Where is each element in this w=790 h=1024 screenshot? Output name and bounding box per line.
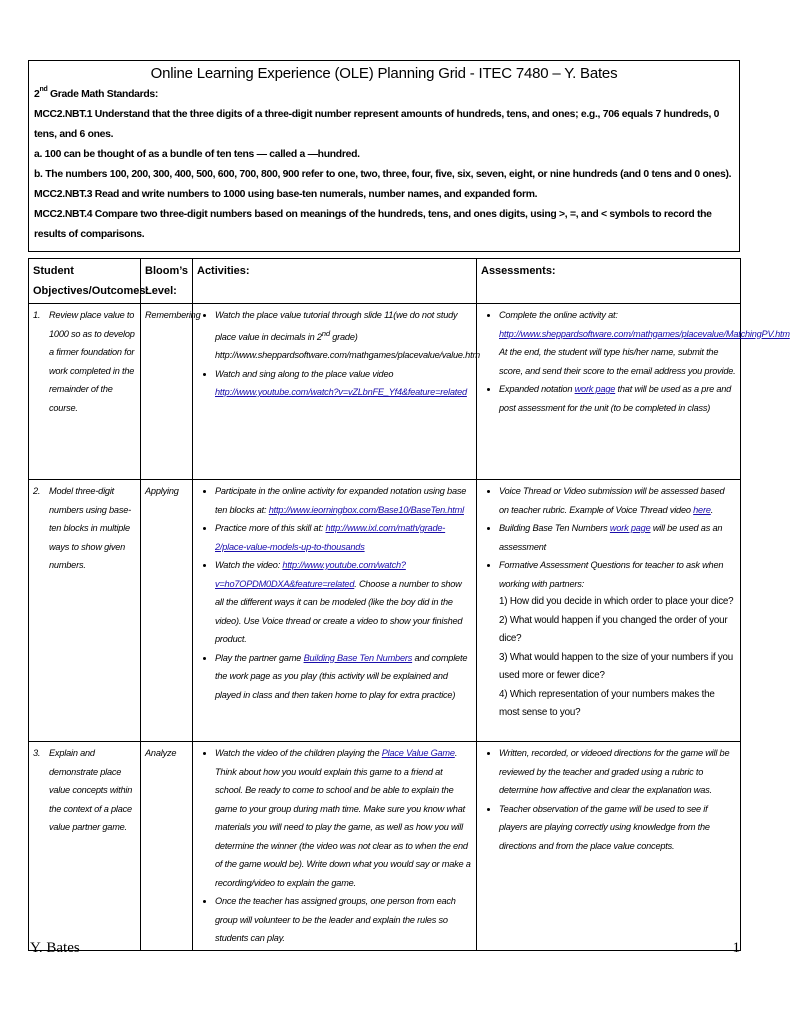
header-objectives: Student Objectives/Outcomes: (29, 259, 141, 304)
standard-line: b. The numbers 100, 200, 300, 400, 500, 600, 700, 800, 900 refer to one, two, three, four, five, six, seven, eight, or nine hundreds (and 0 tens and 0 ones). (34, 169, 732, 180)
page-title: Online Learning Experience (OLE) Planning Grid - ITEC 7480 – Y. Bates (150, 65, 618, 82)
list-item: • Once the teacher has assigned groups, one person from each group will volunteer to be the leader and explain the rules so students can play. (215, 892, 472, 948)
game-link[interactable]: Building Base Ten Numbers (303, 652, 413, 663)
work-page-link[interactable]: work page (609, 523, 651, 533)
table-row (29, 304, 741, 480)
table-row (29, 742, 741, 951)
list-item: • Watch the video of the children playing the Place Value Game. Think about how you would explain this game to a friend at school. Be ready to come to school and be able to explain the game to your group during math time. Make sure you know what materials you will need to play the game, as well as how you will determine the winner (the video was not clear as to when the end of the game would be). Write down what you would say or make a recording/video to explain the game. (215, 744, 472, 892)
list-item: • Complete the online activity at: http://www.sheppardsoftware.com/mathgames/placevalue/MatchingPV.htm At the end, the student will type his/her name, submit the score, and send their score to the email address you provide. (499, 306, 736, 380)
activities-cell (193, 742, 477, 951)
standard-line: a. 100 can be thought of as a bundle of ten tens — called a —hundred. (34, 149, 360, 160)
game-video-link[interactable]: Place Value Game (381, 748, 455, 758)
question: 4) Which representation of your numbers makes the most sense to you? (499, 688, 715, 718)
question: 2) What would happen if you changed the order of your dice? (499, 614, 728, 644)
standard-line: MCC2.NBT.3 Read and write numbers to 1000 using base-ten numerals, number names, and expanded form. (34, 189, 538, 200)
assessments-cell (477, 742, 741, 951)
video-link[interactable]: http://www.youtube.com/watch?v=vZLbnFE_Yf4&feature=related (215, 387, 467, 398)
list-item: • Written, recorded, or videoed directions for the game will be reviewed by the teacher and graded using a rubric to determine how affective and clear the explanation was. (499, 744, 736, 800)
assessments-cell (477, 304, 790, 480)
bloom-cell: Applying (141, 480, 193, 742)
page-footer (30, 940, 740, 957)
document-frame (28, 60, 740, 252)
planning-grid (28, 258, 790, 951)
standards-block (29, 85, 739, 251)
list-item: • Watch the place value tutorial through slide 11(we do not study place value in decimals in 2nd grade) http://www.sheppardsoftware.com/mathgames/placevalue/value.htm (215, 306, 472, 365)
list-item: • Watch the video: http://www.youtube.com/watch?v=ho7OPDM0DXA&feature=related. Choose a number to show all the different ways it can be modeled (like the boy did in the video). Use Voice thread or create a video to show your finished product. (215, 556, 472, 649)
activity-link[interactable]: http://www.ieorningbox.com/Base10/BaseTen.html (268, 504, 464, 515)
list-item: • Expanded notation work page that will be used as a pre and post assessment for the unit (to be completed in class) (499, 380, 736, 417)
assessments-cell (477, 480, 741, 742)
footer-author: Y. Bates (30, 940, 80, 956)
header-activities: Activities: (193, 259, 477, 304)
activities-cell (193, 480, 477, 742)
header-bloom: Bloom’s Level: (141, 259, 193, 304)
list-item: • Teacher observation of the game will be used to see if players are playing correctly using knowledge from the directions and from the place value concepts. (499, 800, 736, 856)
practice-link[interactable]: http://www.ixl.com/math/grade-2/place-value-models-up-to-thousands (215, 523, 446, 552)
question: 1) How did you decide in which order to place your dice? (499, 596, 734, 607)
bloom-cell: Analyze (141, 742, 193, 951)
page-number: 1 (732, 940, 740, 956)
list-item: • Formative Assessment Questions for teacher to ask when working with partners: 1) How did you decide in which order to place your dice? 2) What would happen if you changed the order of your dice? 3) What would happen to the size of your numbers if you used more or fewer dice? 4) Which representation of your numbers makes the most sense to you? (499, 556, 736, 723)
objective-cell: 1. Review place value to 1000 so as to develop a firmer foundation for work completed in the remainder of the course. (29, 304, 141, 480)
example-link[interactable]: here (693, 504, 711, 515)
bloom-cell: Remembering (141, 304, 193, 480)
page (28, 60, 790, 951)
list-item: • Building Base Ten Numbers work page will be used as an assessment (499, 519, 736, 556)
list-item: • Watch and sing along to the place value video http://www.youtube.com/watch?v=vZLbnFE_Yf4&feature=related (215, 365, 472, 402)
objective-cell: 2. Model three-digit numbers using base-ten blocks in multiple ways to show given numbers. (29, 480, 141, 742)
activities-cell (193, 304, 480, 480)
question: 3) What would happen to the size of your numbers if you used more or fewer dice? (499, 651, 734, 681)
standards-heading: 2nd Grade Math Standards: (34, 86, 159, 100)
table-row (29, 480, 741, 742)
list-item: • Practice more of this skill at: http://www.ixl.com/math/grade-2/place-value-models-up-to-thousands (215, 519, 472, 556)
list-item: • Participate in the online activity for expanded notation using base ten blocks at: http://www.ieorningbox.com/Base10/BaseTen.html (215, 482, 472, 519)
list-item: • Play the partner game Building Base Ten Numbers and complete the work page as you play (this activity will be explained and played in class and then taken home to play for extra practice) (215, 649, 472, 705)
list-item: • Voice Thread or Video submission will be assessed based on teacher rubric. Example of Voice Thread video here. (499, 482, 736, 519)
objective-cell: 3. Explain and demonstrate place value concepts within the context of a place value partner game. (29, 742, 141, 951)
standard-line: MCC2.NBT.4 Compare two three-digit numbers based on meanings of the hundreds, tens, and ones digits, using >, =, and < symbols to record the results of comparisons. (34, 209, 712, 240)
header-assessments: Assessments: (477, 259, 741, 304)
video-link[interactable]: http://www.youtube.com/watch?v=ho7OPDM0DXA&feature=related (215, 560, 406, 589)
activity-link[interactable]: http://www.sheppardsoftware.com/mathgames/placevalue/MatchingPV.htm (499, 328, 790, 339)
work-page-link[interactable]: work page (574, 384, 616, 394)
header-row (29, 259, 741, 304)
standard-line: MCC2.NBT.1 Understand that the three digits of a three-digit number represent amounts of hundreds, tens, and ones; e.g., 706 equals 7 hundreds, 0 tens, and 6 ones. (34, 109, 720, 140)
